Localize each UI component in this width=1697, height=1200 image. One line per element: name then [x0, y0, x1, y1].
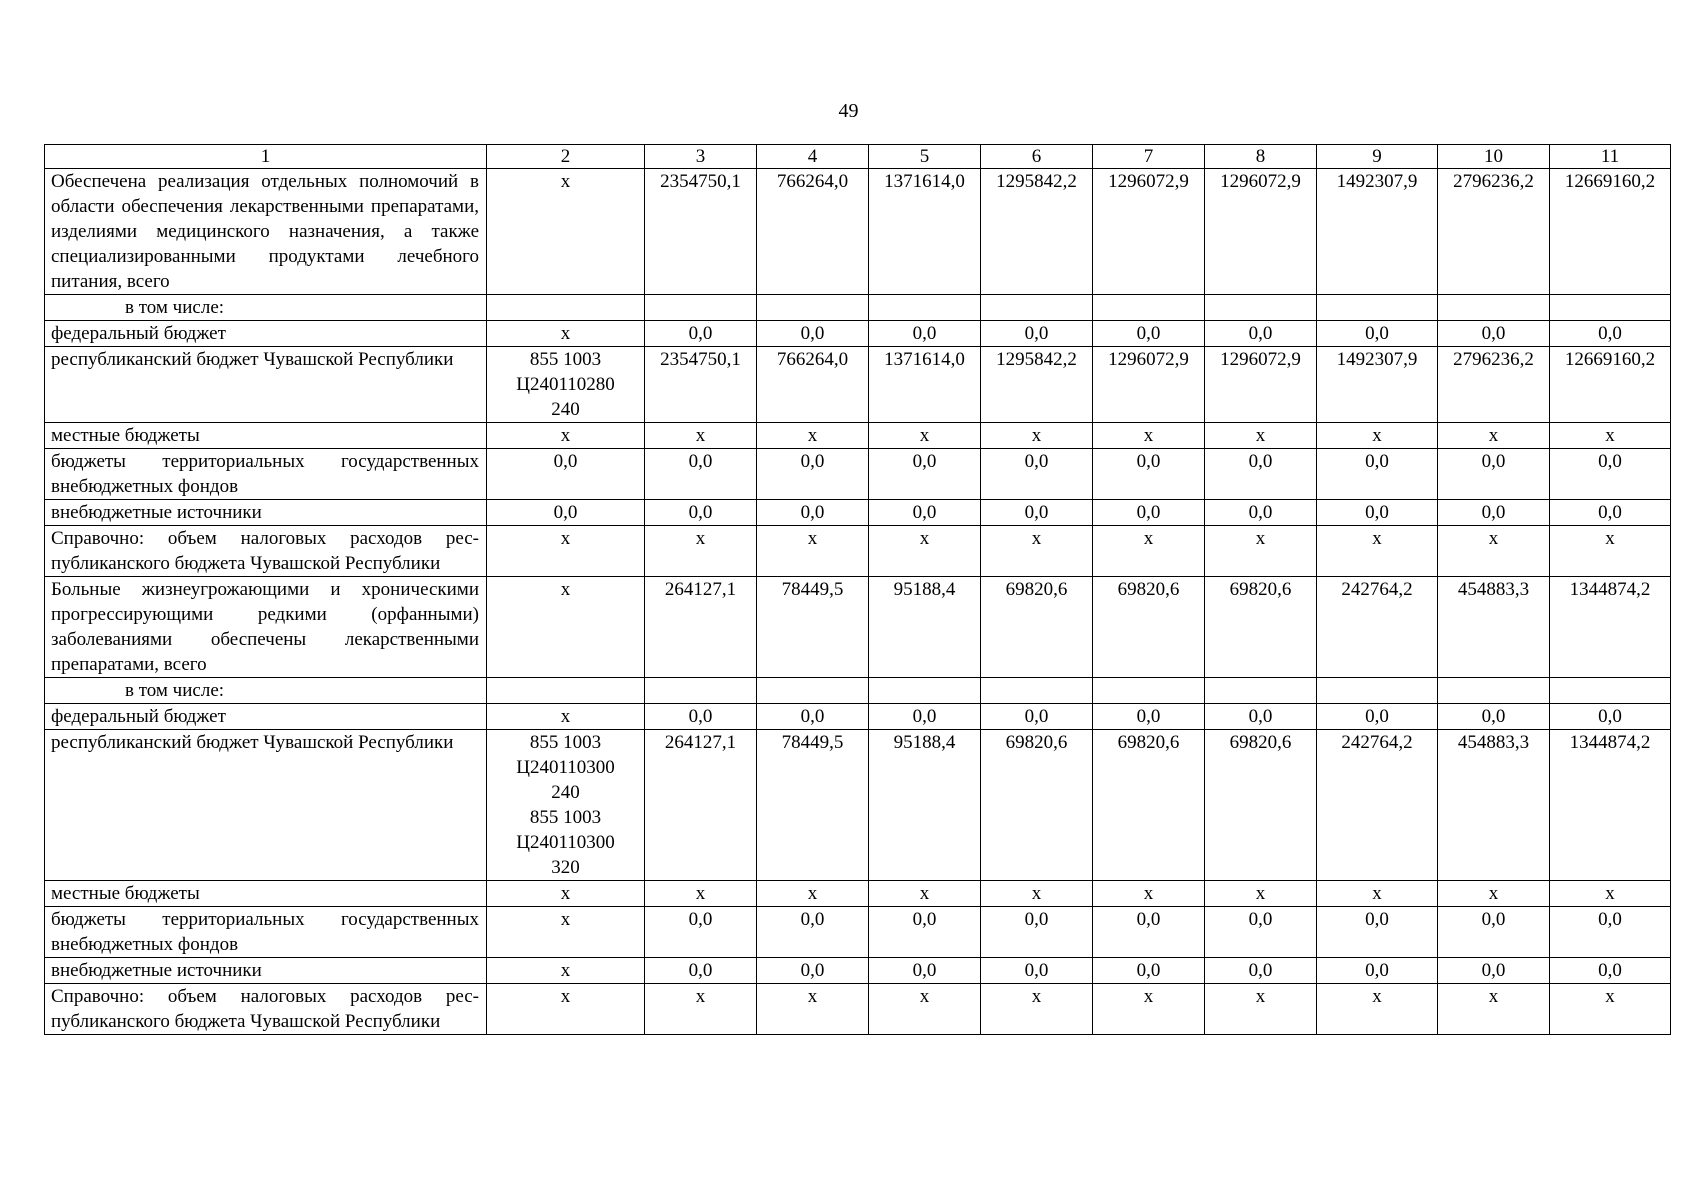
- value-cell: 1295842,2: [981, 347, 1093, 423]
- value-cell: 95188,4: [869, 730, 981, 881]
- table-row: [45, 958, 1671, 984]
- value-cell: 1492307,9: [1317, 347, 1438, 423]
- value-cell: 0,0: [1317, 500, 1438, 526]
- value-cell: 1296072,9: [1093, 347, 1205, 423]
- value-cell: 1492307,9: [1317, 169, 1438, 295]
- row-label: в том числе:: [45, 295, 487, 321]
- value-cell: [1205, 678, 1317, 704]
- value-cell: 0,0: [1550, 449, 1671, 500]
- budget-classification-code: х: [487, 423, 645, 449]
- value-cell: 1296072,9: [1093, 169, 1205, 295]
- value-cell: х: [981, 423, 1093, 449]
- table-row: [45, 704, 1671, 730]
- value-cell: 242764,2: [1317, 730, 1438, 881]
- table-row: [45, 347, 1671, 423]
- value-cell: х: [645, 526, 757, 577]
- value-cell: 242764,2: [1317, 577, 1438, 678]
- row-label: Справочно: объем налоговых расходов республиканского бюджета Чувашской Республики: [45, 526, 487, 577]
- value-cell: 1344874,2: [1550, 730, 1671, 881]
- value-cell: 0,0: [1438, 704, 1550, 730]
- value-cell: х: [1438, 984, 1550, 1035]
- row-label: федеральный бюджет: [45, 321, 487, 347]
- table-row: [45, 321, 1671, 347]
- budget-classification-code: 0,0: [487, 449, 645, 500]
- value-cell: х: [1093, 881, 1205, 907]
- budget-table: [44, 144, 1671, 1035]
- value-cell: 0,0: [757, 958, 869, 984]
- table-row: [45, 907, 1671, 958]
- value-cell: 0,0: [1205, 321, 1317, 347]
- value-cell: 0,0: [757, 500, 869, 526]
- value-cell: х: [757, 423, 869, 449]
- value-cell: х: [869, 984, 981, 1035]
- budget-classification-code: х: [487, 881, 645, 907]
- value-cell: 2354750,1: [645, 169, 757, 295]
- column-number-2: 2: [487, 145, 645, 169]
- value-cell: 1296072,9: [1205, 169, 1317, 295]
- value-cell: 0,0: [1093, 704, 1205, 730]
- value-cell: 0,0: [869, 500, 981, 526]
- value-cell: 12669160,2: [1550, 347, 1671, 423]
- table-row: [45, 423, 1671, 449]
- value-cell: 264127,1: [645, 730, 757, 881]
- value-cell: [1317, 295, 1438, 321]
- table-row: [45, 500, 1671, 526]
- value-cell: 0,0: [1317, 449, 1438, 500]
- value-cell: [1093, 678, 1205, 704]
- value-cell: 1296072,9: [1205, 347, 1317, 423]
- value-cell: х: [1205, 881, 1317, 907]
- value-cell: 0,0: [981, 321, 1093, 347]
- value-cell: 0,0: [869, 704, 981, 730]
- value-cell: 0,0: [1550, 321, 1671, 347]
- value-cell: 0,0: [1438, 321, 1550, 347]
- value-cell: х: [1317, 526, 1438, 577]
- table-row: [45, 678, 1671, 704]
- value-cell: х: [981, 526, 1093, 577]
- value-cell: х: [1205, 984, 1317, 1035]
- value-cell: 0,0: [645, 449, 757, 500]
- value-cell: 78449,5: [757, 730, 869, 881]
- value-cell: 0,0: [645, 704, 757, 730]
- table-row: [45, 295, 1671, 321]
- row-label: внебюджетные источники: [45, 958, 487, 984]
- value-cell: 0,0: [1438, 907, 1550, 958]
- value-cell: [757, 678, 869, 704]
- value-cell: [645, 295, 757, 321]
- budget-classification-code: х: [487, 321, 645, 347]
- value-cell: 0,0: [1205, 907, 1317, 958]
- value-cell: 0,0: [1317, 907, 1438, 958]
- value-cell: х: [1205, 423, 1317, 449]
- value-cell: 1371614,0: [869, 347, 981, 423]
- budget-classification-code: х: [487, 958, 645, 984]
- value-cell: [981, 678, 1093, 704]
- value-cell: 766264,0: [757, 347, 869, 423]
- value-cell: х: [1550, 984, 1671, 1035]
- value-cell: 0,0: [981, 500, 1093, 526]
- value-cell: 264127,1: [645, 577, 757, 678]
- column-number-6: 6: [981, 145, 1093, 169]
- value-cell: х: [1438, 881, 1550, 907]
- value-cell: 0,0: [1093, 321, 1205, 347]
- value-cell: 0,0: [1438, 500, 1550, 526]
- value-cell: [1550, 678, 1671, 704]
- value-cell: [869, 678, 981, 704]
- value-cell: 0,0: [645, 958, 757, 984]
- row-label: федеральный бюджет: [45, 704, 487, 730]
- value-cell: [1438, 295, 1550, 321]
- value-cell: [757, 295, 869, 321]
- value-cell: 454883,3: [1438, 730, 1550, 881]
- column-number-3: 3: [645, 145, 757, 169]
- value-cell: 0,0: [757, 321, 869, 347]
- value-cell: [869, 295, 981, 321]
- column-number-8: 8: [1205, 145, 1317, 169]
- value-cell: х: [645, 984, 757, 1035]
- table-row: [45, 169, 1671, 295]
- value-cell: 95188,4: [869, 577, 981, 678]
- value-cell: 2354750,1: [645, 347, 757, 423]
- table-row: [45, 449, 1671, 500]
- table-body: [45, 145, 1671, 1035]
- value-cell: 0,0: [1093, 907, 1205, 958]
- value-cell: 0,0: [869, 958, 981, 984]
- column-number-11: 11: [1550, 145, 1671, 169]
- value-cell: 0,0: [869, 321, 981, 347]
- value-cell: х: [757, 526, 869, 577]
- value-cell: 0,0: [1550, 907, 1671, 958]
- value-cell: 0,0: [645, 321, 757, 347]
- value-cell: 0,0: [869, 449, 981, 500]
- value-cell: х: [1205, 526, 1317, 577]
- value-cell: х: [1438, 526, 1550, 577]
- value-cell: х: [981, 881, 1093, 907]
- value-cell: х: [757, 881, 869, 907]
- value-cell: 69820,6: [1093, 730, 1205, 881]
- value-cell: 0,0: [757, 704, 869, 730]
- value-cell: [1205, 295, 1317, 321]
- value-cell: 0,0: [1550, 704, 1671, 730]
- value-cell: х: [645, 423, 757, 449]
- value-cell: 1295842,2: [981, 169, 1093, 295]
- value-cell: 12669160,2: [1550, 169, 1671, 295]
- budget-classification-code: х: [487, 169, 645, 295]
- value-cell: х: [645, 881, 757, 907]
- column-number-4: 4: [757, 145, 869, 169]
- value-cell: х: [1550, 526, 1671, 577]
- column-number-7: 7: [1093, 145, 1205, 169]
- budget-classification-code: х: [487, 704, 645, 730]
- value-cell: 1344874,2: [1550, 577, 1671, 678]
- row-label: Справочно: объем налоговых расходов республиканского бюджета Чувашской Республики: [45, 984, 487, 1035]
- value-cell: 78449,5: [757, 577, 869, 678]
- column-number-10: 10: [1438, 145, 1550, 169]
- budget-classification-code: х: [487, 907, 645, 958]
- value-cell: 0,0: [981, 704, 1093, 730]
- budget-classification-code: 0,0: [487, 500, 645, 526]
- value-cell: 0,0: [1317, 958, 1438, 984]
- value-cell: 0,0: [869, 907, 981, 958]
- budget-classification-code: [487, 678, 645, 704]
- value-cell: 0,0: [1438, 958, 1550, 984]
- value-cell: 0,0: [1317, 704, 1438, 730]
- value-cell: 0,0: [757, 449, 869, 500]
- value-cell: 0,0: [1205, 958, 1317, 984]
- column-number-1: 1: [45, 145, 487, 169]
- row-label: республиканский бюджет Чувашской Республики: [45, 347, 487, 423]
- value-cell: [1317, 678, 1438, 704]
- value-cell: х: [869, 526, 981, 577]
- value-cell: 0,0: [1093, 958, 1205, 984]
- table-row: [45, 577, 1671, 678]
- row-label: Обеспечена реализация отдельных полномочий в области обеспечения лекарственными препаратами, изделиями медицинского назначения, а также специализированными продуктами лечебного питания, всего: [45, 169, 487, 295]
- value-cell: 69820,6: [1205, 577, 1317, 678]
- row-label: Больные жизнеугрожающими и хроническими прогрессирующими редкими (орфанными) заболеваниями обеспечены лекарственными препаратами, всего: [45, 577, 487, 678]
- value-cell: х: [1093, 423, 1205, 449]
- value-cell: [1093, 295, 1205, 321]
- value-cell: 0,0: [1438, 449, 1550, 500]
- value-cell: 0,0: [645, 500, 757, 526]
- value-cell: 2796236,2: [1438, 347, 1550, 423]
- value-cell: х: [1550, 881, 1671, 907]
- table-header-row: [45, 145, 1671, 169]
- value-cell: х: [757, 984, 869, 1035]
- value-cell: 0,0: [981, 958, 1093, 984]
- budget-classification-code: 855 1003 Ц240110300 240 855 1003 Ц240110300 320: [487, 730, 645, 881]
- value-cell: 0,0: [1093, 449, 1205, 500]
- row-label: бюджеты территориальных государственных внебюджетных фондов: [45, 449, 487, 500]
- budget-classification-code: х: [487, 984, 645, 1035]
- table-row: [45, 526, 1671, 577]
- table-row: [45, 730, 1671, 881]
- value-cell: 0,0: [981, 449, 1093, 500]
- value-cell: х: [1093, 984, 1205, 1035]
- budget-classification-code: [487, 295, 645, 321]
- row-label: местные бюджеты: [45, 423, 487, 449]
- value-cell: 0,0: [757, 907, 869, 958]
- value-cell: х: [869, 881, 981, 907]
- value-cell: 0,0: [1093, 500, 1205, 526]
- value-cell: 2796236,2: [1438, 169, 1550, 295]
- value-cell: 766264,0: [757, 169, 869, 295]
- value-cell: х: [1550, 423, 1671, 449]
- value-cell: 0,0: [1550, 500, 1671, 526]
- value-cell: 454883,3: [1438, 577, 1550, 678]
- column-number-9: 9: [1317, 145, 1438, 169]
- value-cell: [1438, 678, 1550, 704]
- value-cell: 0,0: [1205, 704, 1317, 730]
- value-cell: 0,0: [1205, 449, 1317, 500]
- value-cell: [1550, 295, 1671, 321]
- budget-classification-code: х: [487, 577, 645, 678]
- table-row: [45, 984, 1671, 1035]
- table-row: [45, 881, 1671, 907]
- value-cell: х: [869, 423, 981, 449]
- budget-classification-code: х: [487, 526, 645, 577]
- value-cell: 69820,6: [981, 577, 1093, 678]
- value-cell: 69820,6: [1205, 730, 1317, 881]
- value-cell: 1371614,0: [869, 169, 981, 295]
- row-label: местные бюджеты: [45, 881, 487, 907]
- value-cell: 0,0: [1550, 958, 1671, 984]
- value-cell: х: [1438, 423, 1550, 449]
- value-cell: 0,0: [1317, 321, 1438, 347]
- value-cell: 0,0: [645, 907, 757, 958]
- value-cell: х: [1093, 526, 1205, 577]
- value-cell: х: [1317, 423, 1438, 449]
- column-number-5: 5: [869, 145, 981, 169]
- value-cell: х: [981, 984, 1093, 1035]
- value-cell: 69820,6: [1093, 577, 1205, 678]
- value-cell: [645, 678, 757, 704]
- value-cell: х: [1317, 984, 1438, 1035]
- value-cell: х: [1317, 881, 1438, 907]
- value-cell: 0,0: [981, 907, 1093, 958]
- row-label: бюджеты территориальных государственных внебюджетных фондов: [45, 907, 487, 958]
- row-label: внебюджетные источники: [45, 500, 487, 526]
- budget-classification-code: 855 1003 Ц240110280 240: [487, 347, 645, 423]
- row-label: в том числе:: [45, 678, 487, 704]
- value-cell: 0,0: [1205, 500, 1317, 526]
- value-cell: 69820,6: [981, 730, 1093, 881]
- value-cell: [981, 295, 1093, 321]
- page-number: 49: [838, 100, 859, 122]
- row-label: республиканский бюджет Чувашской Республики: [45, 730, 487, 881]
